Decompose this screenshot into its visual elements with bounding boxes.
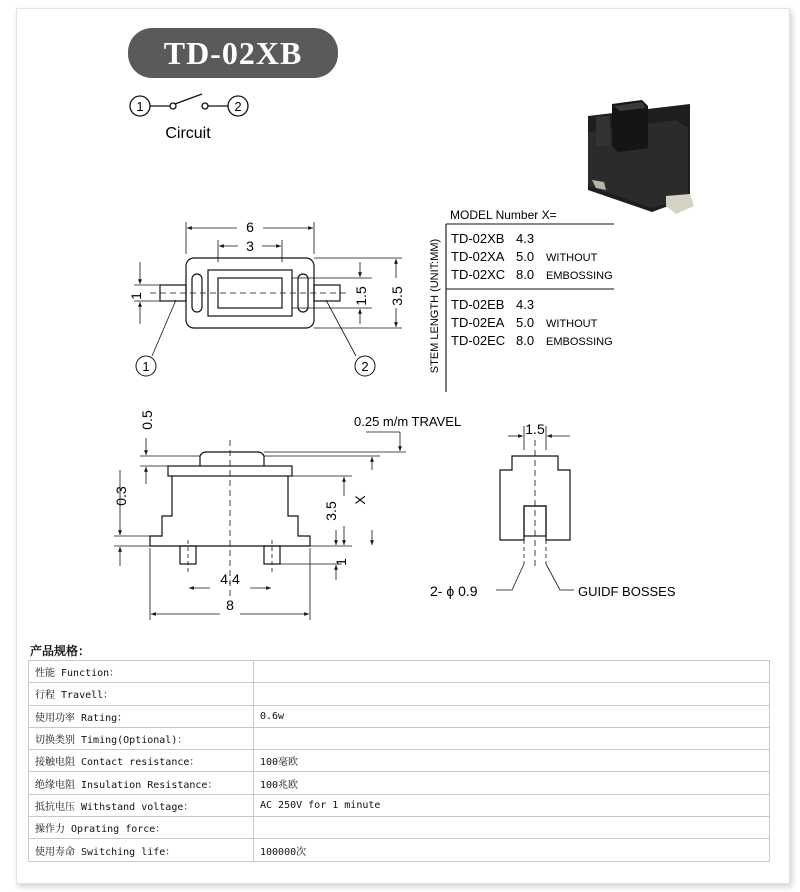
product-photo [588,100,694,214]
model-g1-r3-length: 8.0 [516,267,535,282]
spec-row [29,817,770,839]
dim-stem-label: 1.5 [525,421,545,437]
dim-width-label: 6 [246,219,254,235]
circuit-contact-right [202,103,208,109]
hole-label: 2- ϕ 0.9 [430,583,478,599]
model-g2-r1-length: 4.3 [516,297,535,312]
spec-label: 性能 Function： [29,661,254,683]
spec-row [29,661,770,683]
spec-row [29,727,770,749]
end-view-drawing [496,426,574,590]
side-view-drawing [114,432,406,620]
spec-label: 抵抗电压 Withstand voltage： [29,794,254,816]
spec-row [29,683,770,705]
model-group-2 [451,297,613,348]
callout1-label: 1 [142,359,150,374]
dim-x-label: X [352,495,368,505]
spec-value: 100毫欧 [254,750,770,772]
model-g2-r3-note: EMBOSSING [546,336,613,348]
dim-pitch-label: 4.4 [220,571,240,587]
spec-row [29,705,770,727]
dim-pin-label: 1 [128,292,144,300]
product-title: TD-02XB [128,28,338,78]
dim-height-label: 3.5 [389,286,405,306]
spec-table [28,660,770,862]
spec-value [254,817,770,839]
model-g1-r3-note: EMBOSSING [546,270,613,282]
circuit-pin1-label: 1 [136,99,144,114]
circuit-switch-lever [175,94,202,104]
circuit-label: Circuit [165,125,211,142]
model-g2-r1-name: TD-02EB [451,297,505,312]
dim-body-label: 3.5 [323,501,339,521]
spec-value: 0.6w [254,705,770,727]
model-g1-r2-length: 5.0 [516,249,535,264]
spec-row [29,772,770,794]
spec-label: 接触电阻 Contact resistance： [29,750,254,772]
model-g1-r1-length: 4.3 [516,231,535,246]
spec-label: 行程 Travell： [29,683,254,705]
model-g1-r1-name: TD-02XB [451,231,505,246]
dim-inner-label: 3 [246,238,254,254]
spec-value [254,661,770,683]
model-g1-r2-name: TD-02XA [451,249,505,264]
top-view-pin-right [314,285,340,301]
spec-label: 操作力 Oprating force： [29,817,254,839]
dim-total-label: 8 [226,597,234,613]
side-view-stem [200,452,264,466]
spec-heading: 产品规格： [30,644,91,658]
spec-row [29,750,770,772]
model-g2-r2-note: WITHOUT [546,318,598,330]
model-group-1 [451,231,613,282]
spec-label: 使用寿命 Switching life： [29,839,254,861]
stem-length-axis-label: STEM LENGTH (UNIT:MM) [429,238,441,374]
dim-height-inner-label: 1.5 [353,286,369,306]
spec-value: 100兆欧 [254,772,770,794]
circuit-symbol [130,94,248,116]
model-g2-r3-length: 8.0 [516,333,535,348]
model-table-header: MODEL Number X= [450,208,557,222]
callout2-label: 2 [361,359,369,374]
model-g2-r2-length: 5.0 [516,315,535,330]
spec-value: 100000次 [254,839,770,861]
circuit-pin2-label: 2 [234,99,242,114]
spec-row [29,839,770,861]
end-view-body [500,456,570,540]
dim-left-label: 0.3 [113,486,129,506]
spec-label: 切换类别 Timing(Optional)： [29,727,254,749]
model-g1-r2-note: WITHOUT [546,252,598,264]
dim-pin-height-label: 1 [333,558,349,566]
model-g2-r3-name: TD-02EC [451,333,506,348]
spec-label: 绝缘电阻 Insulation Resistance： [29,772,254,794]
model-g2-r2-name: TD-02EA [451,315,505,330]
spec-value [254,727,770,749]
dim-top-label: 0.5 [139,410,155,430]
travel-label: 0.25 m/m TRAVEL [354,414,462,429]
bosses-label: GUIDF BOSSES [578,584,676,599]
model-g1-r3-name: TD-02XC [451,267,506,282]
spec-value [254,683,770,705]
spec-label: 使用功率 Rating： [29,705,254,727]
spec-row [29,794,770,816]
spec-value: AC 250V for 1 minute [254,794,770,816]
